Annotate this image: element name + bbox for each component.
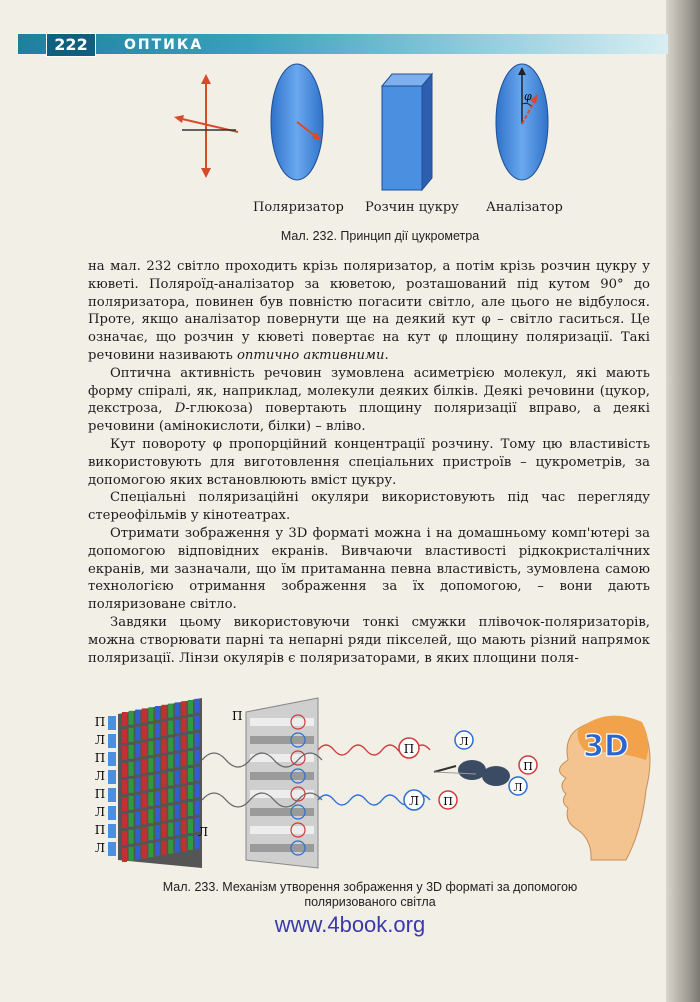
pixel-cell — [135, 744, 140, 758]
pixel-cell — [162, 790, 167, 804]
pixel-cell — [135, 761, 140, 775]
pixel-cell — [122, 780, 127, 794]
row-marker — [108, 752, 116, 766]
row-marker — [108, 788, 116, 802]
pixel-cell — [195, 699, 200, 713]
pixel-cell — [162, 824, 167, 838]
pixel-cell — [195, 767, 200, 781]
pixel-cell — [181, 769, 186, 783]
pixel-cell — [129, 779, 134, 793]
row-marker — [108, 842, 116, 856]
page-edge-shadow — [666, 0, 700, 1002]
pixel-cell — [175, 770, 180, 784]
pixel-cell — [155, 740, 160, 754]
pixel-cell — [129, 813, 134, 827]
pixel-cell — [135, 778, 140, 792]
pixel-cell — [195, 733, 200, 747]
label-polarizer: Поляризатор — [253, 200, 344, 215]
pixel-cell — [129, 745, 134, 759]
pixel-cell — [129, 728, 134, 742]
unpolarized-light-icon — [174, 74, 238, 178]
angle-phi-label: φ — [524, 90, 532, 103]
pixel-cell — [155, 791, 160, 805]
pixel-cell — [122, 763, 127, 777]
paragraph-5: Отримати зображення у 3D форматі можна і на домашньому комп'ютері за допомогою відповідних екранів. Вивчаючи властивості рідкокристалічних екранів, ми зазначали, що їм притаманна певна властивість, зумовлена самою технологією отримання зображення за їх допомогою, – вони дають поляризоване світло. — [88, 525, 650, 613]
pixel-cell — [142, 708, 147, 722]
pixel-cell — [148, 826, 153, 840]
pixel-cell — [181, 820, 186, 834]
pixel-cell — [155, 842, 160, 856]
pixel-cell — [175, 702, 180, 716]
row-letter: П — [94, 715, 106, 729]
sugar-solution-cuvette — [382, 74, 432, 190]
pixel-cell — [188, 751, 193, 765]
glasses-right-marker — [439, 791, 457, 809]
pixel-cell — [195, 750, 200, 764]
polarizer-lens — [271, 64, 323, 180]
paragraph-4: Спеціальні поляризаційні окуляри використовують під час перегляду стереофільмів у кінотеатрах. — [88, 490, 650, 524]
page-number: 222 — [46, 33, 96, 57]
row-marker — [108, 716, 116, 730]
pixel-cell — [122, 746, 127, 760]
header-bar — [18, 34, 668, 54]
pixel-cell — [168, 738, 173, 752]
pixel-cell — [188, 768, 193, 782]
left-polarization-marker — [404, 790, 424, 810]
pixel-cell — [181, 752, 186, 766]
pixel-cell — [142, 776, 147, 790]
label-analyzer: Аналізатор — [486, 200, 563, 215]
row-letter: Л — [94, 769, 106, 783]
pixel-cell — [162, 705, 167, 719]
pixel-cell — [168, 704, 173, 718]
eye-left-marker — [509, 777, 527, 795]
paragraph-2: Оптична активність речовин зумовлена асиметрією молекул, які мають форму спіралі, як, наприклад, молекули деяких білків. Деякі речовини (цукор, декстроза, D-глюкоза) повертають площину поляризації вправо, а деякі речовини (амінокислоти, білки) – вліво. — [88, 365, 651, 435]
paragraph-1: на мал. 232 світло проходить крізь поляризатор, а потім крізь розчин цукру у кюветі. Поляроїд-аналізатор за кюветою, розташований під кутом 90° до поляризатора, повинен був повністю погасити світло, але цього не відбулося. Проте, якщо аналізатор повернути ще на деякий кут φ – світло гаситься. Це означає, що розчин у кюветі повертає на кут φ площину поляризації. Такі речовини називають оптично активними. — [88, 259, 650, 363]
pixel-grid — [118, 698, 202, 868]
3d-badge — [583, 729, 629, 764]
pixel-cell — [129, 796, 134, 810]
row-letter: Л — [94, 841, 106, 855]
pixel-cell — [168, 789, 173, 803]
pixel-cell — [122, 712, 127, 726]
pixel-cell — [195, 716, 200, 730]
figure-232-caption: Мал. 232. Принцип дії цукрометра — [280, 229, 480, 243]
pixel-cell — [168, 721, 173, 735]
pixel-cell — [148, 707, 153, 721]
pixel-cell — [122, 729, 127, 743]
paragraph-3: Кут повороту φ пропорційний концентрації розчину. Тому цю властивість використовують для виготовлення спеціальних пристроїв – цукрометрів, за допомогою яких встановлюють вміст цукру. — [88, 436, 650, 488]
pixel-cell — [155, 808, 160, 822]
right-polarization-marker — [399, 738, 419, 758]
row-marker — [108, 770, 116, 784]
row-marker — [108, 806, 116, 820]
paragraph-6: Завдяки цьому використовуючи тонкі смужки плівочок-поляризаторів, можна створювати парні та непарні ряди пікселей, що мають різний напрямок поляризації. Лінзи окулярів є поляризаторами, в яких площини поля- — [88, 614, 650, 666]
pixel-cell — [135, 829, 140, 843]
svg-text:П: П — [443, 795, 453, 808]
pixel-cell — [162, 739, 167, 753]
section-title: ОПТИКА — [124, 37, 204, 53]
svg-text:П: П — [403, 742, 415, 756]
row-letter: П — [94, 823, 106, 837]
pixel-cell — [135, 727, 140, 741]
pixel-cell — [168, 755, 173, 769]
pixel-cell — [188, 836, 193, 850]
pixel-cell — [135, 846, 140, 860]
pixel-cell — [168, 823, 173, 837]
pixel-cell — [188, 819, 193, 833]
label-sugar-solution: Розчин цукру — [365, 200, 459, 215]
pixel-cell — [155, 706, 160, 720]
pixel-cell — [162, 722, 167, 736]
eye-right-marker — [519, 756, 537, 774]
pixel-cell — [142, 759, 147, 773]
pixel-cell — [129, 711, 134, 725]
pixel-cell — [148, 792, 153, 806]
pixel-cell — [142, 827, 147, 841]
pixel-cell — [155, 825, 160, 839]
row-letter: Л — [94, 733, 106, 747]
watermark-link[interactable]: www.4book.org — [274, 912, 426, 937]
pixel-cell — [181, 786, 186, 800]
pixel-cell — [175, 753, 180, 767]
pixel-cell — [148, 809, 153, 823]
pixel-cell — [188, 717, 193, 731]
pixel-cell — [188, 734, 193, 748]
pixel-cell — [162, 841, 167, 855]
pixel-cell — [148, 758, 153, 772]
pixel-cell — [122, 848, 127, 862]
pixel-cell — [122, 814, 127, 828]
pixel-cell — [142, 844, 147, 858]
pixel-cell — [175, 787, 180, 801]
pixel-cell — [142, 793, 147, 807]
svg-text:Л: Л — [459, 735, 469, 748]
pixel-cell — [148, 724, 153, 738]
pixel-cell — [129, 847, 134, 861]
pixel-cell — [129, 762, 134, 776]
glasses-left-marker — [455, 731, 473, 749]
pixel-cell — [135, 710, 140, 724]
svg-text:Л: Л — [408, 794, 420, 808]
pixel-cell — [155, 774, 160, 788]
pixel-cell — [162, 807, 167, 821]
pixel-cell — [175, 804, 180, 818]
pixel-cell — [181, 735, 186, 749]
pixel-cell — [181, 718, 186, 732]
pixel-cell — [129, 830, 134, 844]
pixel-cell — [162, 773, 167, 787]
pixel-cell — [188, 700, 193, 714]
pixel-cell — [122, 797, 127, 811]
polarizer-strip-panel — [246, 698, 318, 868]
row-letter: П — [94, 751, 106, 765]
pixel-cell — [168, 772, 173, 786]
pixel-cell — [142, 810, 147, 824]
row-letter: П — [94, 787, 106, 801]
pixel-cell — [148, 741, 153, 755]
figure-232 — [160, 58, 580, 218]
row-letter-column — [95, 715, 116, 856]
pixel-cell — [175, 838, 180, 852]
svg-text:Л: Л — [513, 781, 523, 794]
pixel-cell — [155, 723, 160, 737]
pixel-cell — [135, 812, 140, 826]
row-marker — [108, 824, 116, 838]
polarized-glasses-icon — [434, 760, 510, 786]
pixel-cell — [175, 821, 180, 835]
beam-label-right: П — [232, 709, 243, 723]
analyzer-lens — [496, 64, 548, 180]
pixel-cell — [188, 785, 193, 799]
figure-233-caption-line1: Мал. 233. Механізм утворення зображення у 3D форматі за допомогою — [162, 880, 578, 894]
pixel-cell — [181, 803, 186, 817]
pixel-cell — [181, 701, 186, 715]
pixel-cell — [135, 795, 140, 809]
figure-233-caption-line2: поляризованого світла — [304, 895, 436, 909]
row-marker — [108, 734, 116, 748]
pixel-cell — [195, 784, 200, 798]
pixel-cell — [181, 837, 186, 851]
pixel-cell — [175, 736, 180, 750]
pixel-cell — [168, 840, 173, 854]
pixel-cell — [195, 801, 200, 815]
row-letter: Л — [94, 805, 106, 819]
pixel-cell — [148, 775, 153, 789]
figure-233 — [86, 690, 652, 875]
pixel-cell — [122, 831, 127, 845]
body-text — [88, 258, 650, 667]
pixel-cell — [188, 802, 193, 816]
pixel-cell — [142, 725, 147, 739]
pixel-cell — [162, 756, 167, 770]
pixel-cell — [168, 806, 173, 820]
beam-label-left: Л — [198, 825, 209, 839]
pixel-cell — [142, 742, 147, 756]
pixel-cell — [155, 757, 160, 771]
svg-text:П: П — [523, 760, 533, 773]
pixel-cell — [148, 843, 153, 857]
svg-text:3D: 3D — [583, 729, 629, 764]
pixel-cell — [175, 719, 180, 733]
